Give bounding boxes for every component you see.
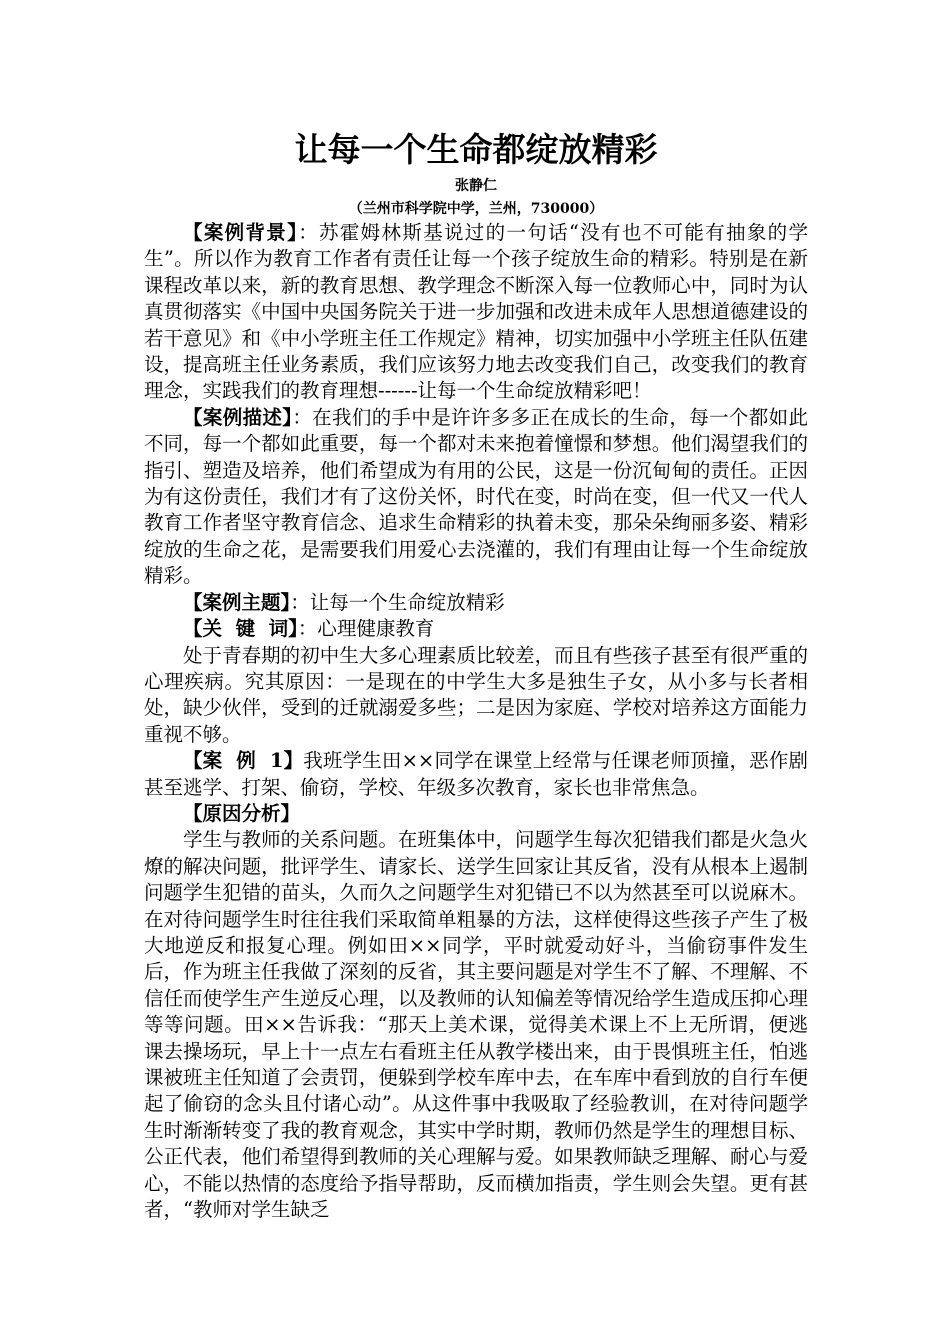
section-heading: 【案例主题】 bbox=[183, 590, 291, 614]
paragraph-cause-heading bbox=[144, 801, 808, 827]
paragraph-text: 学生与教师的关系问题。在班集体中，问题学生每次犯错我们都是火急火燎的解决问题，批评学生、请家长、送学生回家让其反省，没有从根本上遏制问题学生犯错的苗头，久而久之问题学生对犯错已不以为然甚至可以说麻木。在对待问题学生时往往我们采取简单粗暴的方法，这样使得这些孩子产生了极大地逆反和报复心理。例如田××同学，平时就爱动好斗，当偷窃事件发生后，作为班主任我做了深刻的反省，其主要问题是对学生不了解、不理解、不信任而使学生产生逆反心理，以及教师的认知偏差等情况给学生造成压抑心理等等问题。田××告诉我：“那天上美术课，觉得美术课上不上无所谓，便逃课去操场玩，早上十一点左右看班主任从教学楼出来，由于畏惧班主任，怕逃课被班主任知道了会责罚，便躲到学校车库中去，在车库中看到放的自行车便起了偷窃的念头且付诸心动”。从这件事中我吸取了经验教训，在对待问题学生时渐渐转变了我的教育观念，其实中学时期，教师仍然是学生的理想目标、公正代表，他们希望得到教师的关心理解与爱。如果教师缺乏理解、耐心与爱心，不能以热情的态度给予指导帮助，反而横加指责，学生则会失望。更有甚者，“教师对学生缺乏 bbox=[144, 828, 808, 1222]
paragraph-description bbox=[144, 405, 808, 590]
section-heading: 【关 键 词】 bbox=[183, 617, 298, 641]
section-heading: 【案例描述】 bbox=[183, 405, 293, 429]
section-heading: 【案例背景】 bbox=[183, 221, 299, 244]
paragraph-text: ：心理健康教育 bbox=[297, 617, 435, 641]
section-heading: 【原因分析】 bbox=[183, 801, 301, 825]
paragraph-cause-analysis bbox=[144, 827, 808, 1223]
paragraph-theme bbox=[144, 590, 808, 616]
document-page bbox=[144, 128, 808, 1223]
page-title: 让每一个生命都绽放精彩 bbox=[294, 130, 658, 169]
paragraph-text: ：让每一个生命绽放精彩 bbox=[290, 590, 505, 614]
author-name: 张静仁 bbox=[455, 178, 497, 194]
paragraph-text: ：在我们的手中是许许多多正在成长的生命，每一个都如此不同，每一个都如此重要，每一个都对未来抱着憧憬和梦想。他们渴望我们的指引、塑造及培养，他们希望成为有用的公民，这是一份沉甸甸的责任。正因为有这份责任，我们才有了这份关怀，时代在变，时尚在变，但一代又一代人教育工作者坚守教育信念、追求生命精彩的执着未变，那朵朵绚丽多姿、精彩绽放的生命之花，是需要我们用爱心去浇灌的，我们有理由让每一个生命绽放精彩。 bbox=[144, 405, 808, 588]
author-affiliation: （兰州市科学院中学，兰州，730000） bbox=[348, 201, 604, 217]
section-heading: 【案 例 1】 bbox=[183, 749, 304, 773]
paragraph-case-1 bbox=[144, 748, 808, 801]
paragraph-text: ：苏霍姆林斯基说过的一句话“没有也不可能有抽象的学生”。所以作为教育工作者有责任让每一个孩子绽放生命的精彩。特别是在新课程改革以来，新的教育思想、教学理念不断深入每一位教师心中，同时为认真贯彻落实《中国中央国务院关于进一步加强和改进未成年人思想道德建设的若干意见》和《中小学班主任工作规定》精神，切实加强中小学班主任队伍建设，提高班主任业务素质，我们应该努力地去改变我们自己，改变我们的教育理念，实践我们的教育理想------让每一个生命绽放精彩吧！ bbox=[144, 221, 808, 403]
paragraph-text: 处于青春期的初中生大多心理素质比较差，而且有些孩子甚至有很严重的心理疾病。究其原因：一是现在的中学生大多是独生子女，从小多与长者相处，缺少伙伴，受到的迁就溺爱多些；二是因为家庭、学校对培养这方面能力重视不够。 bbox=[144, 643, 808, 746]
paragraph-text: 我班学生田××同学在课堂上经常与任课老师顶撞，恶作剧甚至逃学、打架、偷窃，学校、年级多次教育，家长也非常焦急。 bbox=[144, 749, 808, 799]
paragraph-background bbox=[144, 220, 808, 405]
paragraph-intro bbox=[144, 643, 808, 749]
paragraph-keywords bbox=[144, 616, 808, 642]
